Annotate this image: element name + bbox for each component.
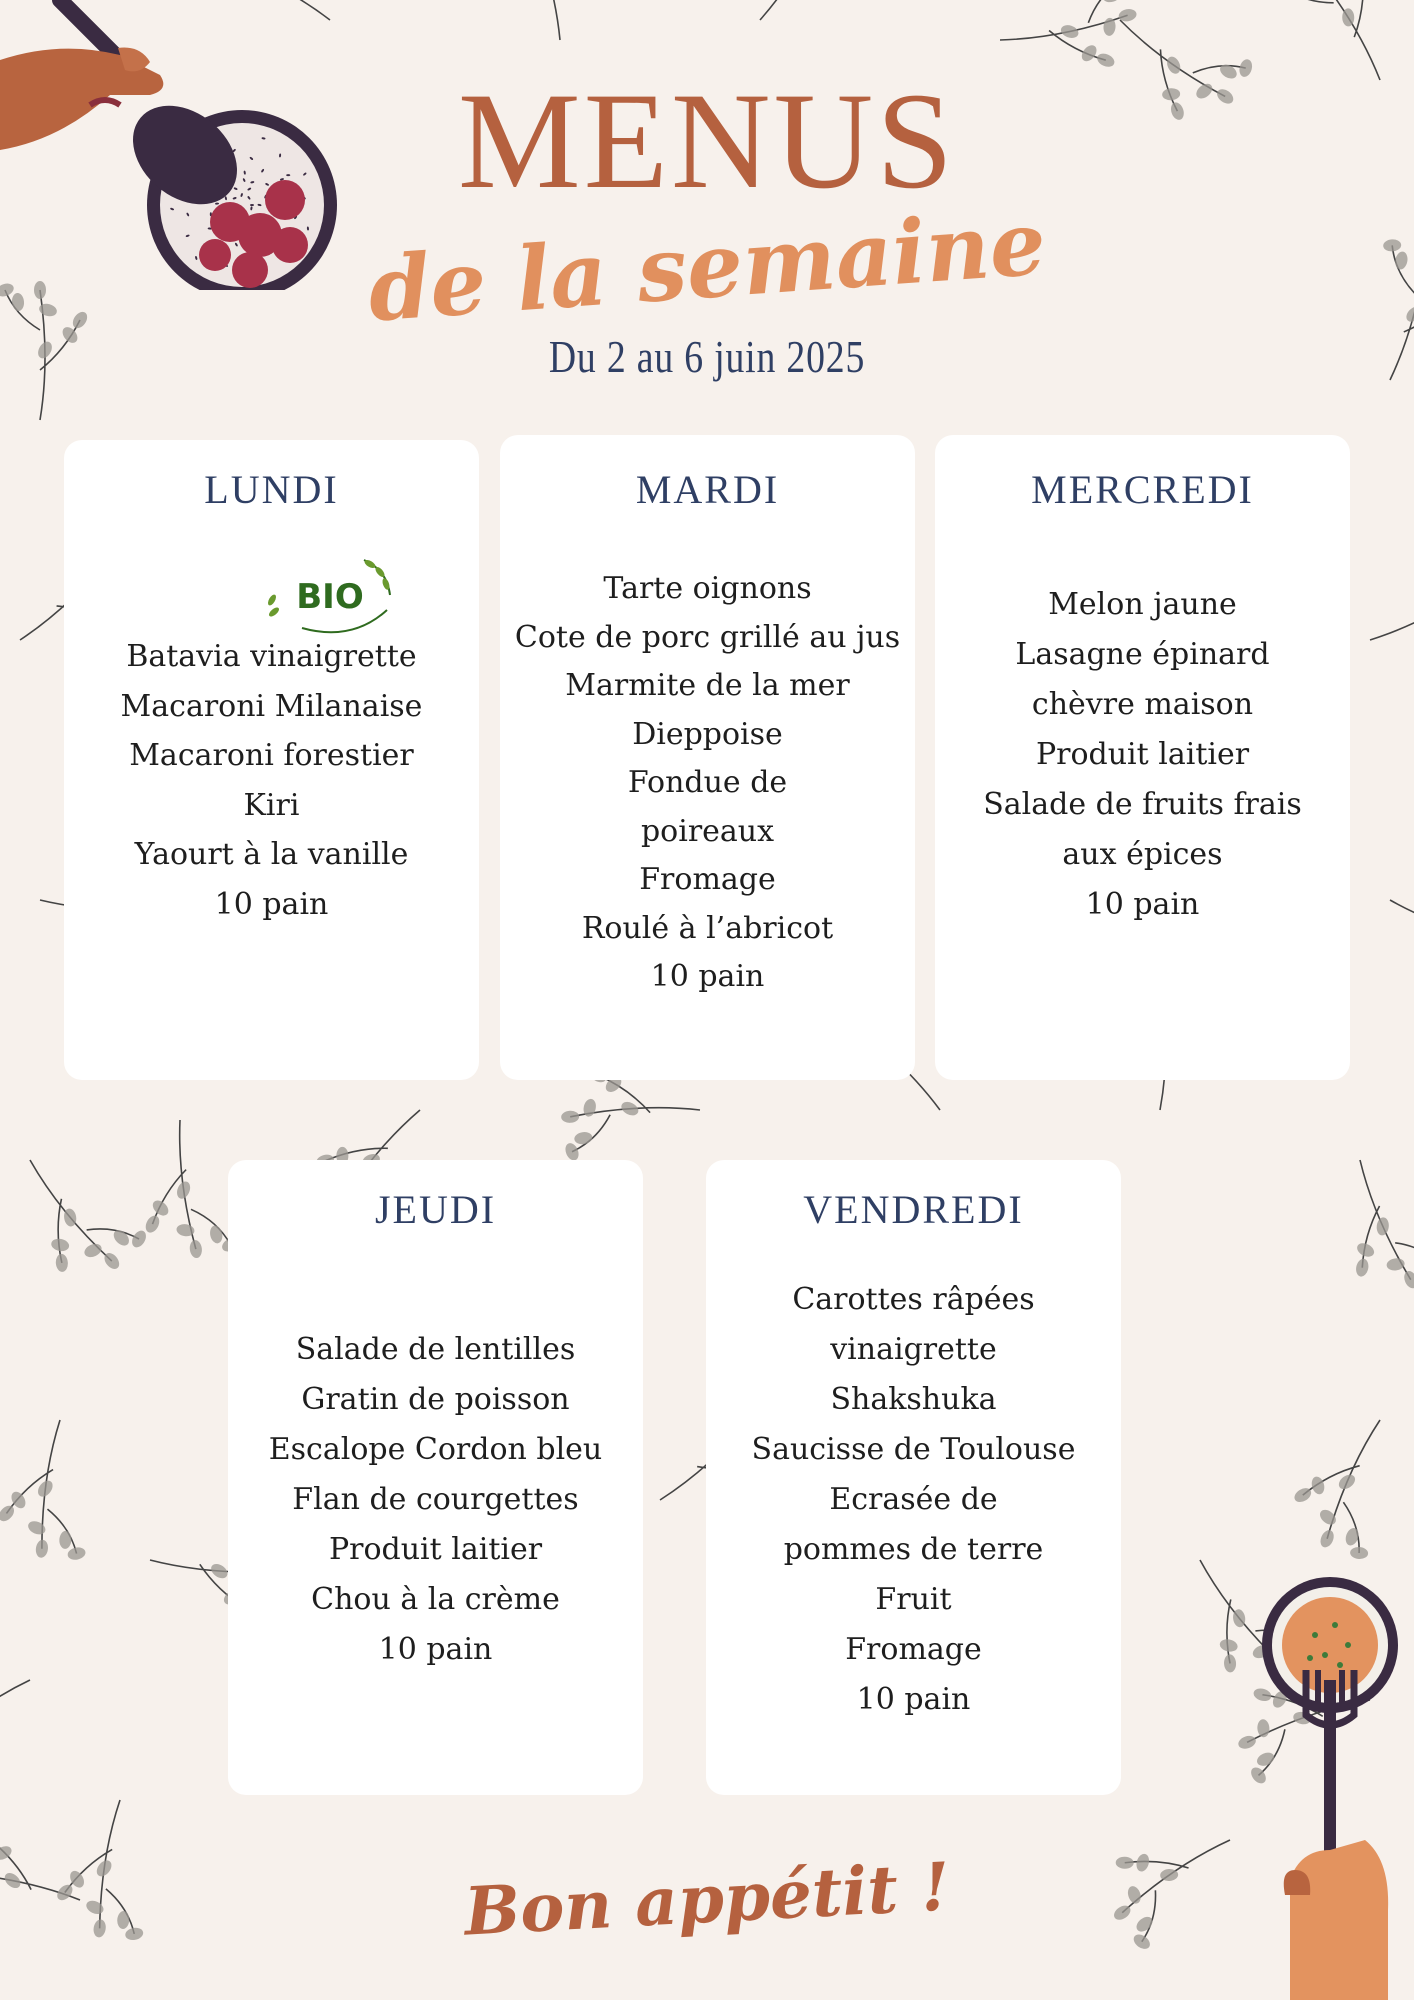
day-title-mercredi: MERCREDI <box>1031 467 1254 512</box>
menu-item: Batavia vinaigrette <box>126 639 417 674</box>
botanical-sprig <box>1278 1400 1414 1566</box>
menu-item: 10 pain <box>1085 887 1200 922</box>
menu-item: Carottes râpées vinaigrette <box>792 1282 1035 1367</box>
bowl-spoon-illustration <box>0 0 350 290</box>
menu-item: Marmite de la mer Dieppoise <box>565 668 850 752</box>
menu-item: Macaroni forestier <box>129 738 414 773</box>
menu-item: Produit laitier <box>328 1532 543 1567</box>
menu-item: Salade de lentilles <box>295 1332 576 1367</box>
day-title-jeudi: JEUDI <box>374 1187 497 1232</box>
day-title-lundi: LUNDI <box>204 467 339 512</box>
date-range: Du 2 au 6 juin 2025 <box>548 331 866 382</box>
menu-item: Shakshuka <box>830 1382 997 1417</box>
menu-item: Ecrasée de pommes de terre <box>783 1482 1044 1567</box>
footer-greeting: Bon appétit ! <box>462 1847 952 1951</box>
day-title-vendredi: VENDREDI <box>803 1187 1024 1232</box>
menu-item: Yaourt à la vanille <box>134 837 409 872</box>
botanical-sprig <box>1373 857 1414 994</box>
menu-item: Fromage <box>845 1632 982 1667</box>
menu-item: Macaroni Milanaise <box>120 688 423 724</box>
menu-list-mardi <box>500 565 915 1002</box>
menu-item: Fromage <box>639 862 776 897</box>
menu-item: Saucisse de Toulouse <box>751 1432 1076 1467</box>
botanical-sprig <box>1349 536 1414 684</box>
menu-item: Cote de porc grillé au jus <box>514 619 901 655</box>
day-card-mercredi <box>935 435 1350 1080</box>
menu-item: Fondue de poireaux <box>627 765 788 849</box>
menu-item: 10 pain <box>214 886 329 922</box>
menu-item: Salade de fruits frais aux épices <box>983 787 1302 872</box>
menu-item: Kiri <box>243 787 300 823</box>
menu-list-vendredi <box>706 1275 1121 1725</box>
menu-item: 10 pain <box>856 1682 971 1717</box>
bio-label-logo <box>262 550 402 636</box>
menu-item: Lasagne épinard chèvre maison <box>1015 637 1270 722</box>
menu-item: 10 pain <box>378 1632 493 1667</box>
botanical-sprig <box>0 1131 153 1299</box>
menu-item: Roulé à l’abricot <box>581 910 834 946</box>
menu-item: Chou à la crème <box>311 1582 560 1617</box>
menu-item: 10 pain <box>650 959 765 994</box>
menu-list-mercredi <box>935 580 1350 930</box>
botanical-sprig <box>480 0 608 52</box>
day-card-lundi <box>64 440 479 1080</box>
menu-list-lundi <box>64 632 479 929</box>
menu-item: Produit laitier <box>1035 737 1250 772</box>
botanical-sprig <box>721 0 876 47</box>
day-title-mardi: MARDI <box>635 467 780 512</box>
menu-item: Tarte oignons <box>603 571 812 606</box>
svg-text:BIO: BIO <box>296 577 364 617</box>
menu-list-jeudi <box>228 1325 643 1675</box>
menu-item: Flan de courgettes <box>292 1482 579 1517</box>
menu-item: Fruit <box>875 1582 952 1617</box>
menu-item: Escalope Cordon bleu <box>268 1432 603 1467</box>
botanical-sprig <box>130 1114 242 1264</box>
page-subtitle: de la semaine <box>365 190 1049 342</box>
menu-item: Gratin de poisson <box>301 1382 570 1417</box>
day-card-jeudi <box>228 1160 643 1795</box>
botanical-sprig <box>1314 1142 1414 1307</box>
day-card-mardi <box>500 435 915 1080</box>
fork-plate-illustration <box>1240 1550 1414 2000</box>
botanical-sprig <box>0 1639 56 1797</box>
botanical-sprig <box>0 1413 105 1564</box>
page-title: MENUS <box>457 64 957 217</box>
menu-item: Melon jaune <box>1048 587 1237 622</box>
day-card-vendredi <box>706 1160 1121 1795</box>
